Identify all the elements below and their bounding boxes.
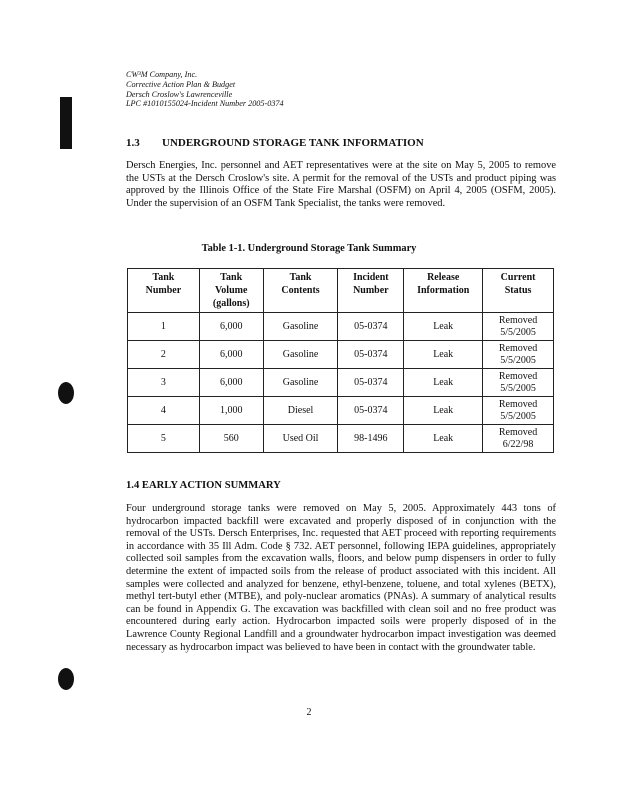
page-number: 2 bbox=[306, 707, 312, 718]
binding-mark bbox=[60, 97, 72, 149]
table-cell: 5 bbox=[128, 425, 200, 453]
section-1-3-number: 1.3 bbox=[126, 137, 140, 149]
document-header bbox=[126, 70, 284, 109]
column-header: Incident Number bbox=[338, 269, 404, 313]
table-cell: Removed 6/22/98 bbox=[483, 425, 554, 453]
header-company: CW³M Company, Inc. bbox=[126, 70, 198, 79]
section-1-4-heading: 1.4 EARLY ACTION SUMMARY bbox=[126, 480, 281, 491]
punch-hole-upper bbox=[58, 382, 74, 404]
table-cell: Leak bbox=[404, 397, 483, 425]
table-cell: 05-0374 bbox=[338, 313, 404, 341]
table-row bbox=[128, 397, 554, 425]
section-1-3-paragraph: Dersch Energies, Inc. personnel and AET representatives were at the site on May 5, 2005 to remove the USTs at the Dersch Croslow's site. A permit for the removal of the USTs and product piping was approved by the Illinois Office of the State Fire Marshal (OSFM) on April 4, 2005 (OSFM, 2005). Under the supervision of an OSFM Tank Specialist, the tanks were removed. bbox=[126, 160, 556, 209]
table-cell: Diesel bbox=[263, 397, 338, 425]
table-cell: 2 bbox=[128, 341, 200, 369]
table-cell: Removed 5/5/2005 bbox=[483, 397, 554, 425]
table-cell: Removed 5/5/2005 bbox=[483, 369, 554, 397]
table-cell: Gasoline bbox=[263, 341, 338, 369]
section-1-3-title: UNDERGROUND STORAGE TANK INFORMATION bbox=[162, 137, 424, 149]
table-cell: Used Oil bbox=[263, 425, 338, 453]
column-header: Current Status bbox=[483, 269, 554, 313]
table-row bbox=[128, 313, 554, 341]
table-cell: 6,000 bbox=[199, 341, 263, 369]
table-cell: 98-1496 bbox=[338, 425, 404, 453]
table-body bbox=[128, 313, 554, 453]
column-header: Tank Contents bbox=[263, 269, 338, 313]
table-cell: Leak bbox=[404, 313, 483, 341]
table-header-row bbox=[128, 269, 554, 313]
column-header: Release Information bbox=[404, 269, 483, 313]
table-row bbox=[128, 425, 554, 453]
table-cell: Leak bbox=[404, 425, 483, 453]
header-report-title: Corrective Action Plan & Budget bbox=[126, 79, 236, 89]
table-cell: 05-0374 bbox=[338, 369, 404, 397]
table-cell: Leak bbox=[404, 341, 483, 369]
table-cell: 6,000 bbox=[199, 313, 263, 341]
table-caption: Table 1-1. Underground Storage Tank Summary bbox=[201, 243, 417, 254]
table-cell: Leak bbox=[404, 369, 483, 397]
table-cell: Removed 5/5/2005 bbox=[483, 313, 554, 341]
table-cell: 6,000 bbox=[199, 369, 263, 397]
table-cell: 05-0374 bbox=[338, 397, 404, 425]
table-cell: 05-0374 bbox=[338, 341, 404, 369]
table-row bbox=[128, 369, 554, 397]
table-cell: Gasoline bbox=[263, 369, 338, 397]
column-header: Tank Number bbox=[128, 269, 200, 313]
table-cell: Removed 5/5/2005 bbox=[483, 341, 554, 369]
ust-summary-table bbox=[127, 268, 554, 453]
table-cell: 1,000 bbox=[199, 397, 263, 425]
table-cell: 4 bbox=[128, 397, 200, 425]
table-cell: 560 bbox=[199, 425, 263, 453]
header-site: Dersch Croslow's Lawrenceville bbox=[126, 89, 233, 99]
section-1-3-heading bbox=[126, 137, 424, 149]
column-header: Tank Volume (gallons) bbox=[199, 269, 263, 313]
section-1-4-paragraph: Four underground storage tanks were removed on May 5, 2005. Approximately 443 tons of hydrocarbon impacted backfill were excavated and properly disposed of in conjunction with the removal of the USTs. Dersch Enterprises, Inc. requested that AET proceed with reporting requirements in accordance with 35 Ill Adm. Code § 732. AET personnel, following IEPA guidelines, appropriately collected soil samples from the excavation walls, floors, and below pump dispensers in order to fully determine the extent of impacted soils from the release of product associated with this incident. All samples were collected and analyzed for benzene, ethyl-benzene, toluene, and total xylenes (BETX), methyl tert-butyl ether (MTBE), and poly-nuclear aromatics (PNAs). A summary of analytical results can be found in Appendix G. The excavation was backfilled with clean soil and no free product was encountered during early action. Hydrocarbon impacted soils were properly disposed of in the Lawrence County Regional Landfill and a groundwater hydrocarbon impact investigation was deemed necessary as hydrocarbon impact was believed to have been in contact with the groundwater table. bbox=[126, 503, 556, 653]
table-cell: Gasoline bbox=[263, 313, 338, 341]
table-cell: 3 bbox=[128, 369, 200, 397]
table-cell: 1 bbox=[128, 313, 200, 341]
header-incident: LPC #1010155024-Incident Number 2005-0374 bbox=[126, 99, 284, 109]
table-row bbox=[128, 341, 554, 369]
punch-hole-lower bbox=[58, 668, 74, 690]
